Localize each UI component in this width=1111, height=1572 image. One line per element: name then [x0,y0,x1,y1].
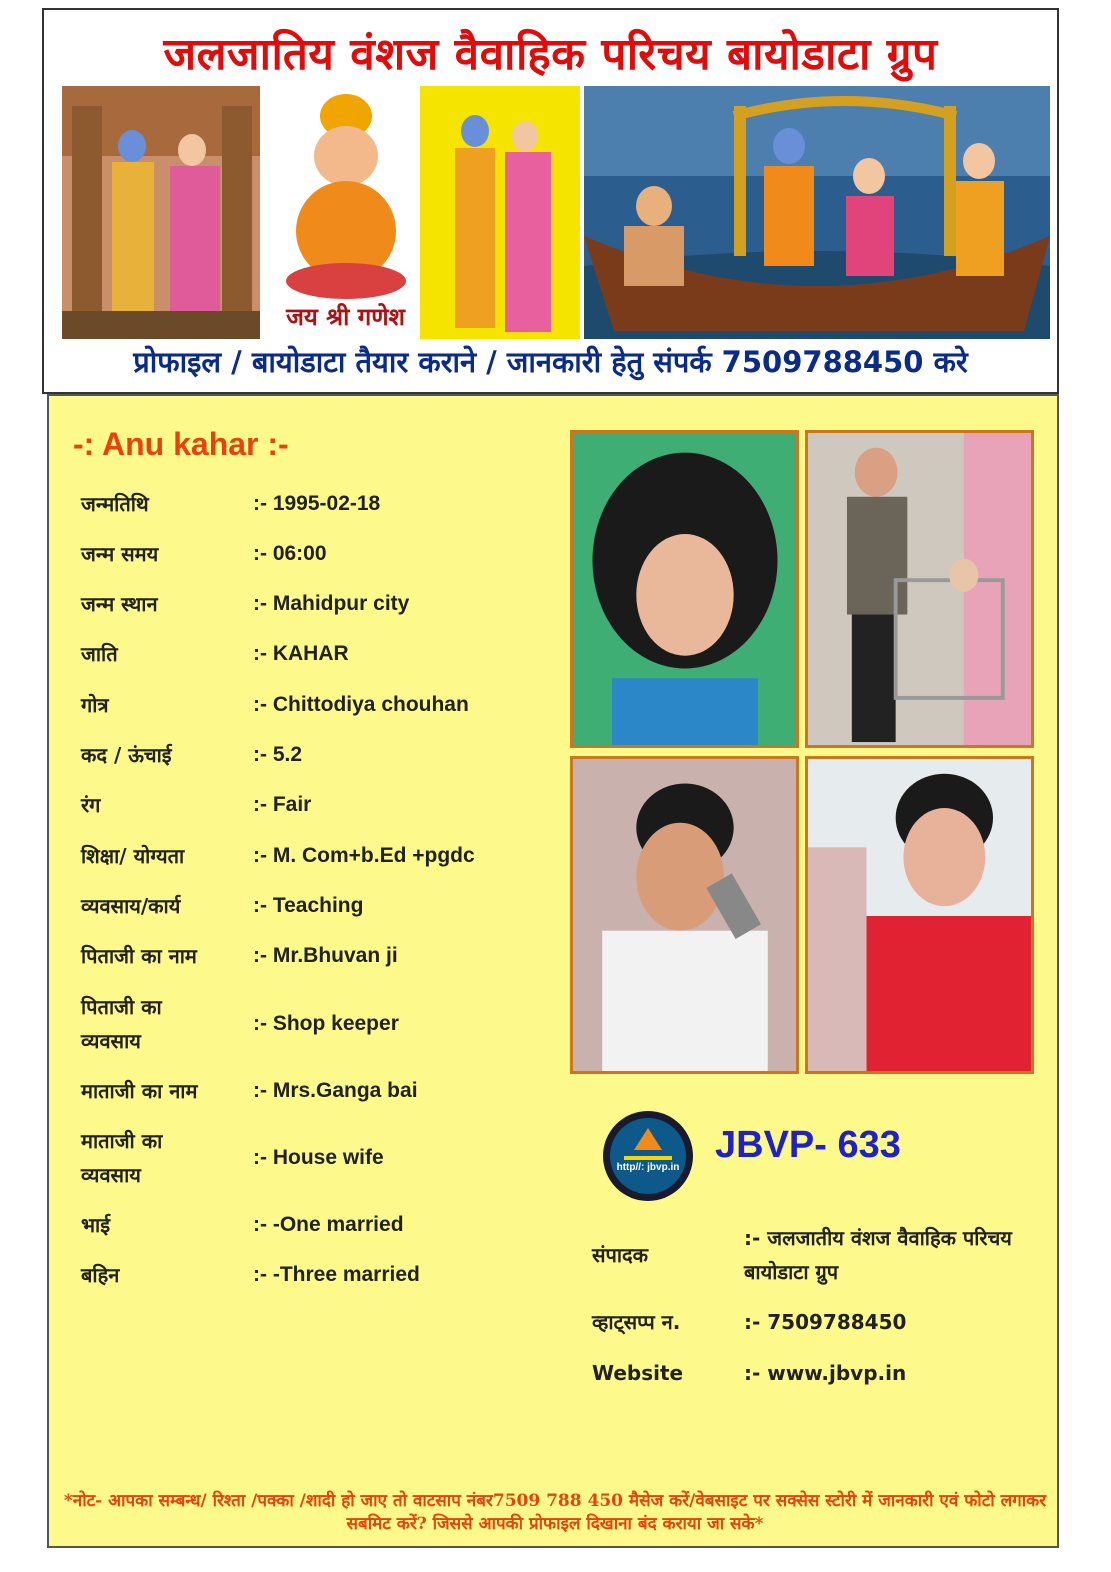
deity-banner [62,86,1050,339]
ram-sita-wedding-image [62,86,260,339]
detail-label: जन्म समय [81,542,159,566]
info-value: :- जलजातीय वंशज वैवाहिक परिचय बायोडाटा ग्रुप [744,1226,1012,1284]
jai-shri-ganesh-caption: जय श्री गणेश [286,302,405,331]
info-label: Website [592,1361,684,1385]
detail-label: भाई [81,1213,111,1237]
detail-label: शिक्षा/ योग्यता [81,844,185,868]
profile-name: -: Anu kahar :- [73,426,289,462]
detail-value: :- Mr.Bhuvan ji [253,944,398,967]
detail-label: जाति [81,642,118,666]
detail-label: पिताजी का व्यवसाय [81,995,162,1053]
biodata-card [47,394,1059,1548]
info-label: संपादक [592,1243,649,1267]
detail-value: :- KAHAR [253,642,349,665]
profile-photo-2 [805,430,1034,748]
detail-label: बहिन [81,1263,120,1287]
detail-value: :- Mrs.Ganga bai [253,1079,418,1102]
contact-strip: प्रोफाइल / बायोडाटा तैयार कराने / जानकारी हेतु संपर्क 7509788450 करे [133,345,968,379]
detail-label: व्यवसाय/कार्य [81,894,181,918]
profile-photo-1 [570,430,799,748]
logo-url: http//: jbvp.in [616,1162,680,1173]
detail-label: गोत्र [81,693,109,717]
profile-photo-4 [805,756,1034,1074]
group-title: जलजातिय वंशज वैवाहिक परिचय बायोडाटा ग्रुप [163,29,938,80]
jbvp-logo [602,1110,694,1202]
detail-label: पिताजी का नाम [81,944,197,968]
ganesh-image [274,86,417,339]
detail-label: माताजी का व्यवसाय [81,1129,163,1187]
header-banner [42,8,1059,394]
detail-value: :- House wife [253,1146,384,1169]
detail-value: :- -One married [253,1213,404,1236]
ram-sita-image [420,86,580,339]
detail-value: :- Fair [253,793,312,816]
detail-value: :- Shop keeper [253,1012,399,1035]
website-link[interactable]: :- www.jbvp.in [744,1361,907,1385]
detail-value: :- 5.2 [253,743,303,766]
detail-label: कद / ऊंचाई [81,743,172,767]
detail-value: :- Teaching [253,894,364,917]
detail-value: :- M. Com+b.Ed +pgdc [253,844,475,867]
detail-value: :- Mahidpur city [253,592,410,615]
profile-code: JBVP- 633 [715,1124,901,1166]
info-value: :- 7509788450 [744,1310,907,1334]
detail-value: :- Chittodiya chouhan [253,693,469,716]
detail-value: :- -Three married [253,1263,420,1286]
detail-value: :- 06:00 [253,542,327,565]
detail-label: रंग [81,793,101,817]
profile-photo-3 [570,756,799,1074]
detail-label: जन्म स्थान [81,592,158,616]
detail-label: जन्मतिथि [81,492,149,516]
detail-label: माताजी का नाम [81,1079,198,1103]
detail-value: :- 1995-02-18 [253,492,381,515]
boat-scene-image [584,86,1050,339]
footer-note: *नोट- आपका सम्बन्ध/ रिश्ता /पक्का /शादी हो जाए तो वाटसाप नंबर7509 788 450 मैसेज करें/वेबसाइट पर सक्सेस स्टोरी में जानकारी एवं फोटो लगाकर सबमिट करें? जिससे आपकी प्रोफाइल दिखाना बंद कराया जा सके* [63,1491,1047,1534]
info-label: व्हाट्सप्प न. [592,1310,681,1334]
